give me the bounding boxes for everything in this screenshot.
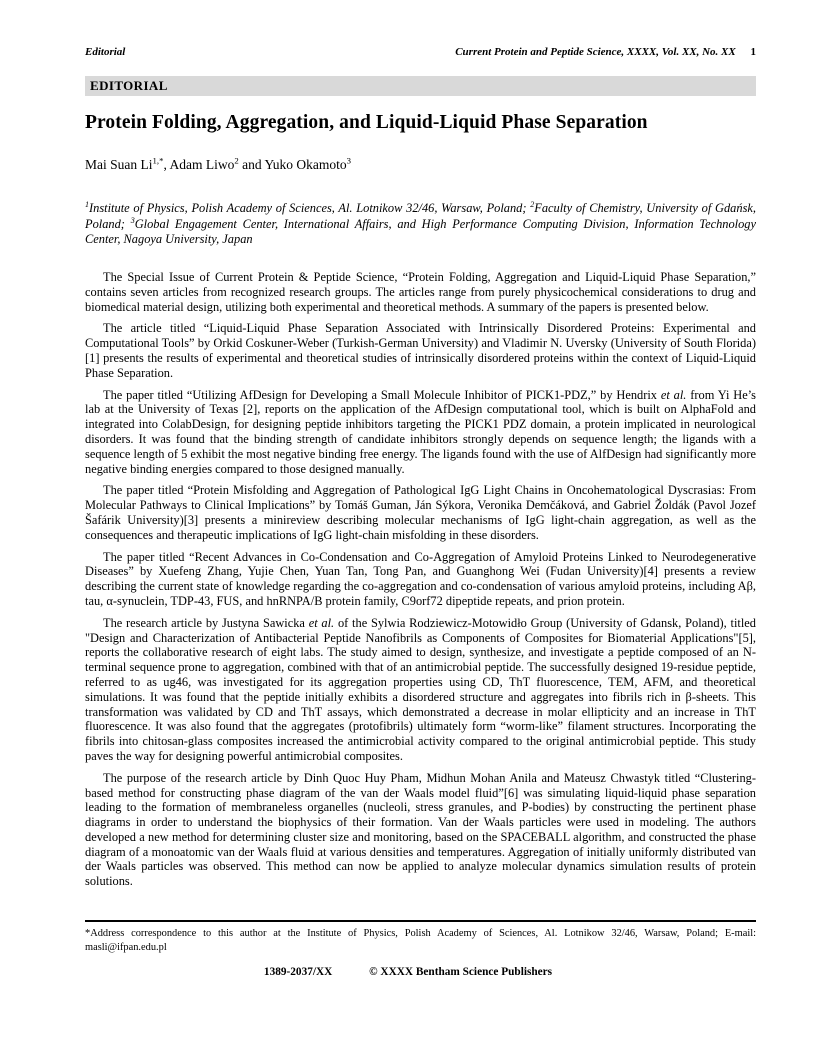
running-head-section: Editorial bbox=[85, 46, 126, 58]
paragraph-7: The purpose of the research article by Dinh Quoc Huy Pham, Midhun Mohan Anila and Mateusz Chwastyk titled “Clustering-based method for constructing phase diagram of the van der Waals model fluid”[6] was simulating liquid-liquid phase separation leading to the formation of membraneless organelles (nucleoli, stress granules, and P-bodies) by constructing the pertinent phase diagrams in order to understand the biophysics of their formation. Van der Waals particles were used in modeling. The authors developed a new method for determining cluster size and monitoring, based on the SPACEBALL algorithm, and constructed the phase diagram of a monoatomic van der Waals fluid at various densities and temperatures. Aggregation of initially uniformly distributed van der Waals particles was observed. This method can now be applied to analyze molecular dynamics simulation results of protein solutions. bbox=[85, 770, 756, 889]
publisher-footer bbox=[0, 966, 816, 978]
paragraph-2: The article titled “Liquid-Liquid Phase Separation Associated with Intrinsically Disordered Proteins: Experimental and Computational Tools” by Orkid Coskuner-Weber (Turkish-German University) and Vladimir N. Uversky (University of South Florida)[1] presents the results of experimental and theoretical studies of intrinsically disordered proteins within the context of Liquid-Liquid Phase Separation. bbox=[85, 321, 756, 380]
paragraph-6: The research article by Justyna Sawicka et al. of the Sylwia Rodziewicz-Motowidło Group (University of Gdansk, Poland), titled "Design and Characterization of Antibacterial Peptide Nanofibrils as Components of Composites for Biomaterial Applications"[5], reports the collaborative research of eight labs. The study aimed to design, synthesize, and investigate a peptide composed of an N-terminal sequence prone to aggregation, combined with that of an antimicrobial peptide. The successfully designed 19-residue peptide, referred to as ug46, was investigated for its aggregation properties using CD, ThT fluorescence, TEM, AFM, and theoretical simulations. It was found that the peptide initially exhibits a disordered structure and aggregates into fibrils rich in β-sheets. This transformation was validated by CD and ThT assays, which demonstrated a decrease in molar ellipticity and an increase in ThT fluorescence. It was also found that the aggregates (protofibrils) ultimately form “worm-like” filament structures. Incorporating the fibrils into chitosan-glass composites increased the antimicrobial activity compared to the original antimicrobial peptide. This study paves the way for designing powerful antimicrobial composites. bbox=[85, 615, 757, 763]
affiliations: $^1$Institute of Physics, Polish Academy of Sciences, Al. Lotnikow 32/46, Warsaw, Poland; $^2$Faculty of Chemistry, University of Gdańsk, Poland; $^3$Global Engagement Center, International Affairs, and High Performance Computing Division, Information Technology Center, Nagoya University, Japan bbox=[85, 199, 756, 247]
correspondence-footnote: *Address correspondence to this author at the Institute of Physics, Polish Academy of Sciences, Al. Lotnikow 32/46, Warsaw, Poland; E-mail: masli@ifpan.edu.pl bbox=[85, 920, 756, 954]
journal-citation: Current Protein and Peptide Science, XXXX, Vol. XX, No. XX bbox=[455, 46, 736, 58]
running-head-journal-group bbox=[455, 46, 756, 58]
section-banner bbox=[85, 76, 756, 96]
article-body bbox=[85, 270, 756, 896]
article-title: Protein Folding, Aggregation, and Liquid-Liquid Phase Separation bbox=[85, 112, 648, 133]
copyright-notice: © XXXX Bentham Science Publishers bbox=[369, 966, 553, 978]
author-line: Mai Suan $Li^{1,*}$, Adam Liwo$^2$ and Yuko Okamoto$^3$ bbox=[85, 155, 351, 172]
page-number: 1 bbox=[750, 46, 756, 58]
paragraph-5: The paper titled “Recent Advances in Co-Condensation and Co-Aggregation of Amyloid Proteins Linked to Neurodegenerative Diseases” by Xuefeng Zhang, Yujie Chen, Yuan Tan, Tong Pan, and Guanghong Wei (Fudan University)[4] presents a review describing the current state of knowledge regarding the co-aggregation and co-condensation of various amyloid proteins, including Aβ, tau, α-synuclein, TDP-43, FUS, and hnRNPA/B protein family, C9orf72 dipeptide repeats, and prion protein. bbox=[85, 549, 756, 608]
paragraph-1: The Special Issue of Current Protein & Peptide Science, “Protein Folding, Aggregation and Liquid-Liquid Phase Separation,” contains seven articles from recognized research groups. The articles range from purely physicochemical considerations to drug and biomedical material design, utilizing both experimental and theoretical methods. A summary of the papers is presented below. bbox=[85, 270, 756, 314]
running-head bbox=[85, 46, 756, 58]
section-banner-label: EDITORIAL bbox=[90, 78, 168, 93]
paragraph-4: The paper titled “Protein Misfolding and Aggregation of Pathological IgG Light Chains in Oncohematological Dyscrasias: From Molecular Pathways to Clinical Implications” by Tomáš Guman, Ján Sýkora, Veronika Demčáková, and Gabriel Žoldák (Pavol Jozef Šafárik University)[3] presents a minireview describing molecular mechanisms of IgG light-chain aggregation, as well as the consequences and therapeutic implications of IgG light-chain misfolding in these disorders. bbox=[85, 483, 756, 542]
paragraph-3: The paper titled “Utilizing AfDesign for Developing a Small Molecule Inhibitor of PICK1-PDZ,” by Hendrix et al. from Yi He’s lab at the University of Texas [2], reports on the application of the AfDesign computational tool, which is built on AlphaFold and integrated into ColabDesign, for designing peptide inhibitors targeting the PICK1 PDZ domain, a protein implicated in neurological disorders. It was found that the binding strength of candidate inhibitors strongly depends on sequence length; the ligands with a sequence length of 5 exhibit the most negative binding free energy. The ligands found with the use of AlfDesign had significantly more negative binding energies compared to those designed manually. bbox=[85, 387, 757, 476]
issn-code: 1389-2037/XX bbox=[263, 966, 333, 978]
